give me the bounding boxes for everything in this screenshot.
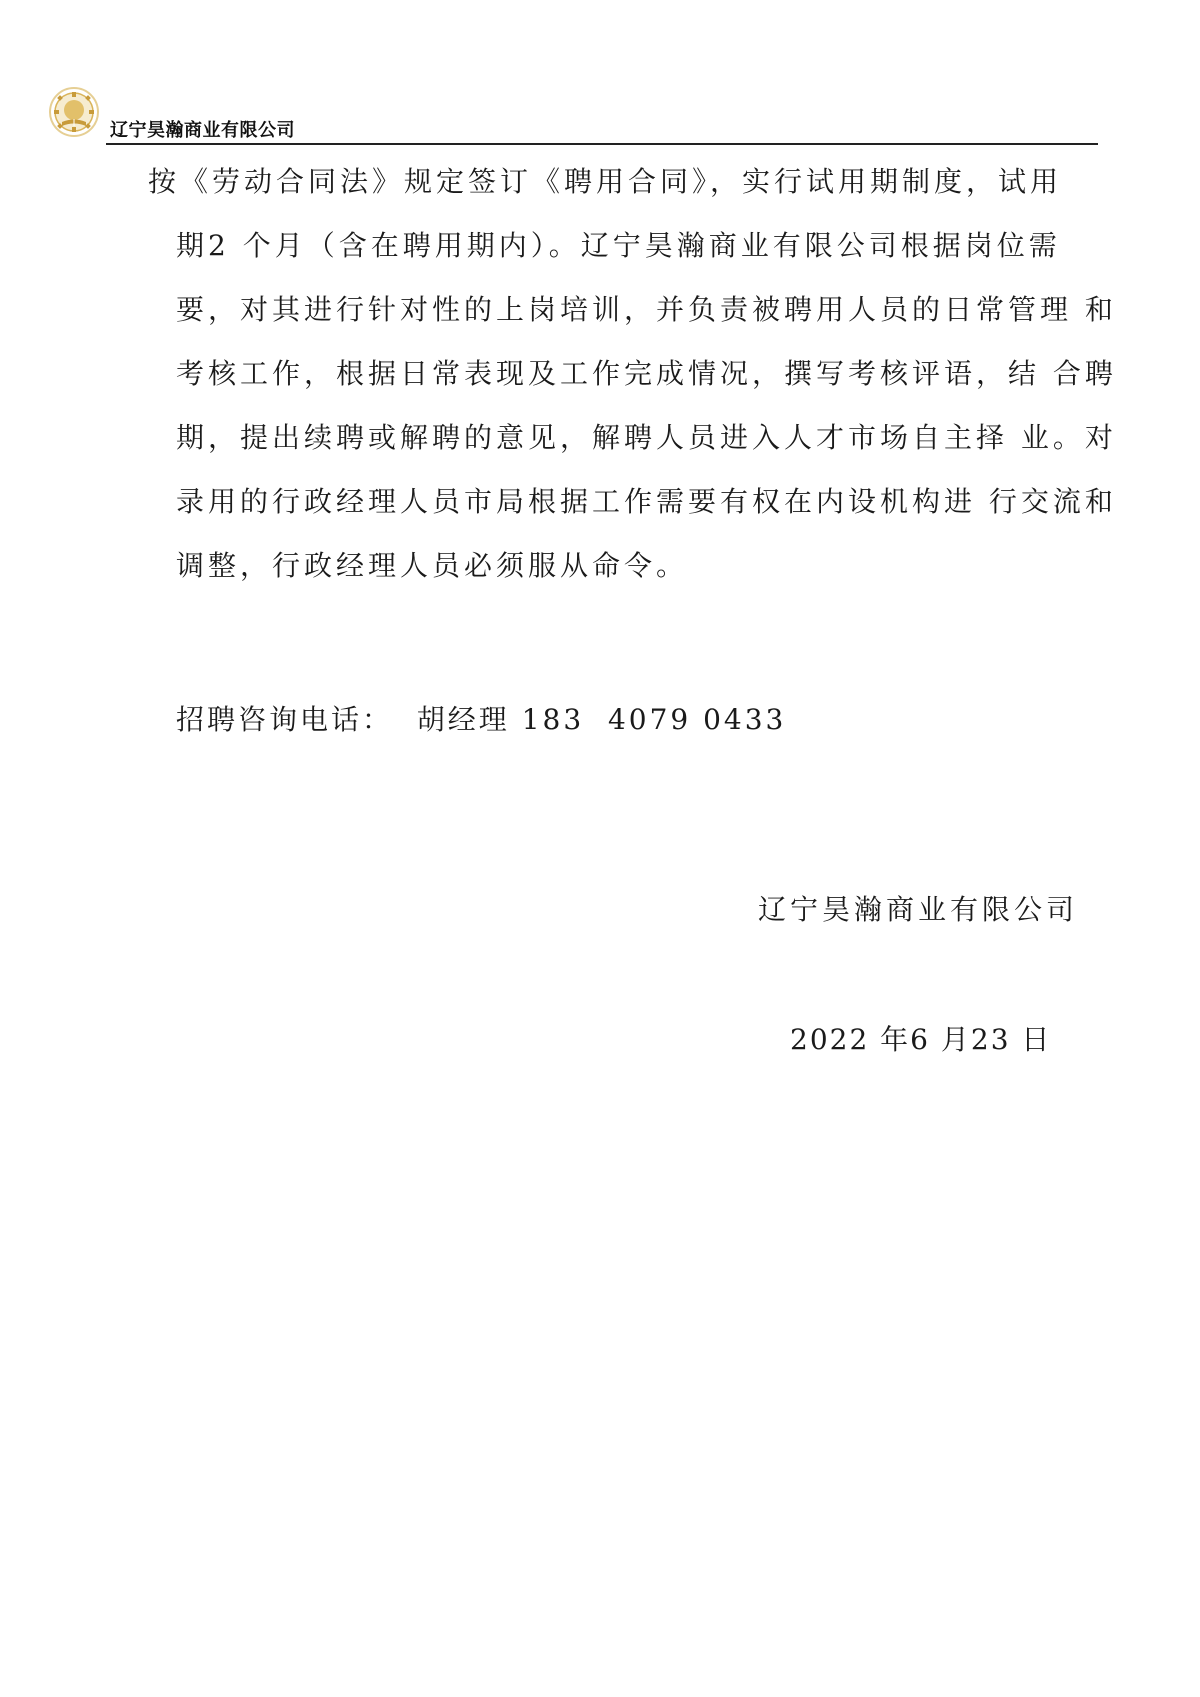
header-divider (106, 143, 1098, 145)
paragraph-line: 考核工作，根据日常表现及工作完成情况，撰写考核评语，结 合聘 (176, 357, 1117, 390)
paragraph-line: 期，提出续聘或解聘的意见，解聘人员进入人才市场自主择 业。对 (176, 421, 1117, 454)
paragraph-line: 要，对其进行针对性的上岗培训，并负责被聘用人员的日常管理 和 (176, 293, 1117, 326)
paragraph-line: 期2 个月（含在聘用期内）。辽宁昊瀚商业有限公司根据岗位需 (176, 229, 1061, 262)
page-header (48, 86, 1098, 146)
company-gear-logo-icon (48, 86, 100, 138)
paragraph-line: 按《劳动合同法》规定签订《聘用合同》，实行试用期制度，试用 (148, 165, 1063, 198)
paragraph-line: 录用的行政经理人员市局根据工作需要有权在内设机构进 行交流和 (176, 485, 1117, 518)
paragraph-line: 调整，行政经理人员必须服从命令。 (176, 549, 689, 582)
recruitment-contact-phone: 招聘咨询电话： 胡经理 183 4079 0433 (176, 703, 787, 736)
signature-company-name: 辽宁昊瀚商业有限公司 (758, 893, 1079, 926)
document-date: 2022 年6 月23 日 (790, 1023, 1052, 1056)
header-company-name: 辽宁昊瀚商业有限公司 (110, 120, 295, 141)
